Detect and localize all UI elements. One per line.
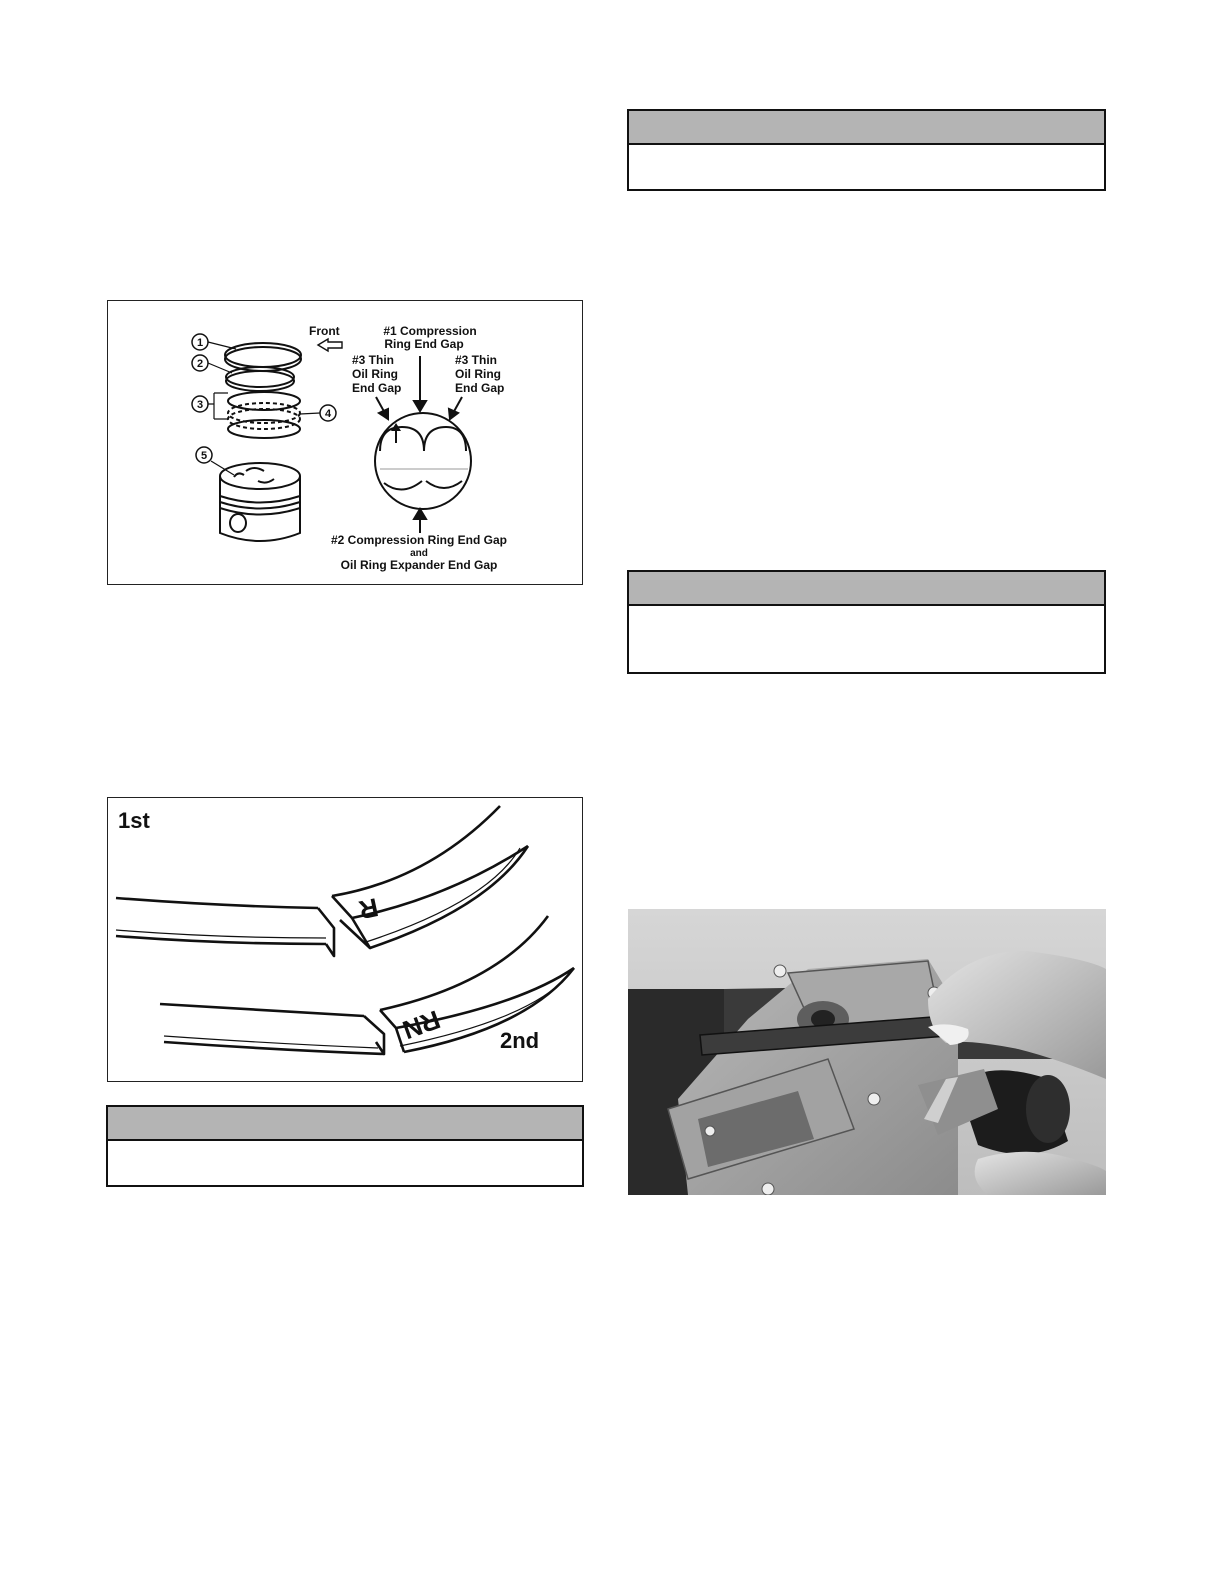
compression-1-label-line1: #1 Compression — [383, 324, 477, 338]
thin-oil-ring-left-line1: #3 Thin — [352, 353, 395, 367]
thin-oil-ring-upper — [228, 392, 300, 410]
callout-1: 1 — [196, 337, 204, 349]
note-box-right-middle-header — [629, 572, 1104, 606]
second-ring-mark: RN — [398, 1004, 445, 1046]
ring-marking-diagram — [107, 797, 583, 1082]
note-box-right-middle — [627, 570, 1106, 674]
thin-oil-ring-right-line3: End Gap — [455, 381, 505, 395]
cylinder-head-photo — [628, 909, 1106, 1195]
piston-ring-drawing — [108, 301, 583, 585]
compression-2-label-line3: Oil Ring Expander End Gap — [340, 558, 498, 572]
piston-ring-diagram — [107, 300, 583, 585]
callout-3: 3 — [196, 399, 204, 411]
thin-oil-ring-right-line1: #3 Thin — [455, 353, 498, 367]
note-box-right-top — [627, 109, 1106, 191]
callout-2: 2 — [196, 358, 204, 370]
thin-oil-ring-left-line2: Oil Ring — [352, 367, 398, 381]
cylinder-head-photo-drawing — [628, 909, 1106, 1195]
thin-oil-ring-right-line2: Oil Ring — [455, 367, 501, 381]
note-box-left — [106, 1105, 584, 1187]
first-ring-mark: R — [356, 892, 381, 926]
compression-1-label-line2: Ring End Gap — [384, 337, 464, 351]
front-arrow-icon — [318, 339, 342, 351]
callout-5: 5 — [200, 450, 208, 462]
compression-2-label-line1: #2 Compression Ring End Gap — [330, 533, 508, 547]
callout-4: 4 — [324, 408, 332, 420]
note-box-right-top-header — [629, 111, 1104, 145]
piston-top-view — [375, 413, 471, 509]
thin-oil-ring-lower — [228, 420, 300, 438]
first-ring-label: 1st — [118, 808, 150, 833]
compression-2-label-line2: and — [410, 548, 428, 559]
thin-oil-ring-left-line3: End Gap — [352, 381, 402, 395]
second-ring-label: 2nd — [500, 1028, 540, 1053]
ring-marking-drawing — [108, 798, 583, 1082]
note-box-left-header — [108, 1107, 582, 1141]
front-label: Front — [309, 324, 340, 338]
